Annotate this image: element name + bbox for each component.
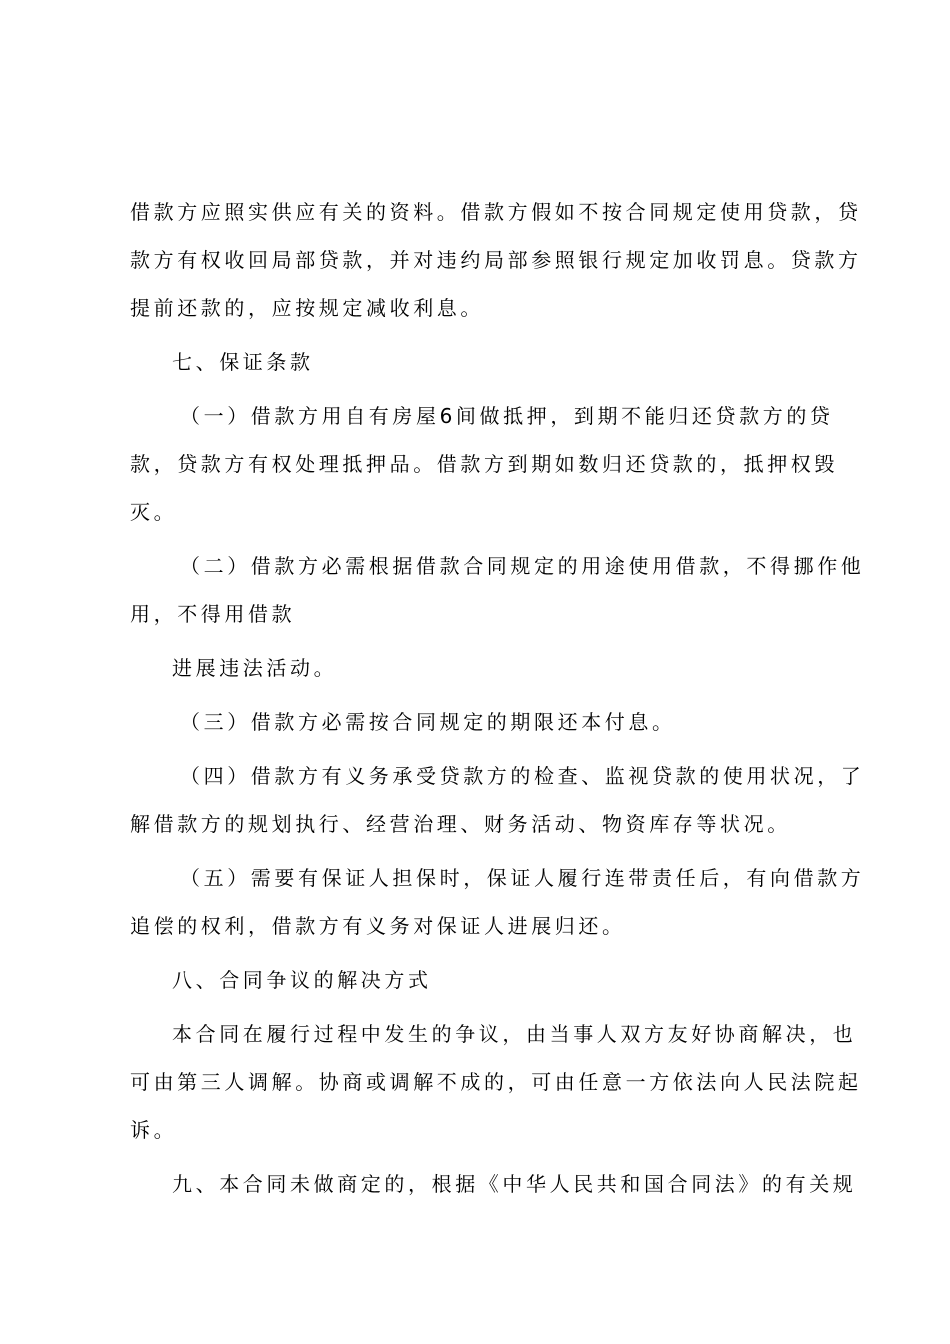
paragraph-line: 本合同在履行过程中发生的争议，由当事人双方友好协商解决，也 bbox=[172, 1022, 857, 1046]
paragraph-line: 用，不得用借款 bbox=[130, 602, 296, 626]
contract-body bbox=[130, 188, 865, 1208]
paragraph-line: 灭。 bbox=[130, 500, 178, 524]
section-heading: 九、本合同未做商定的，根据《中华人民共和国合同法》的有关规 bbox=[172, 1172, 857, 1196]
paragraph-line: 提前还款的，应按规定减收利息。 bbox=[130, 296, 484, 320]
paragraph-line: 可由第三人调解。协商或调解不成的，可由任意一方依法向人民法院起 bbox=[130, 1070, 862, 1094]
paragraph-line: 款方有权收回局部贷款，并对违约局部参照银行规定加收罚息。贷款方 bbox=[130, 248, 862, 272]
paragraph-line: （三）借款方必需按合同规定的期限还本付息。 bbox=[180, 710, 676, 734]
section-heading: 八、合同争议的解决方式 bbox=[172, 968, 432, 992]
paragraph-line: 进展违法活动。 bbox=[172, 656, 338, 680]
paragraph-line: （二）借款方必需根据借款合同规定的用途使用借款，不得挪作他 bbox=[180, 554, 865, 578]
paragraph-line: 款，贷款方有权处理抵押品。借款方到期如数归还贷款的，抵押权毁 bbox=[130, 452, 838, 476]
paragraph-line: 诉。 bbox=[130, 1118, 178, 1142]
section-heading: 七、保证条款 bbox=[172, 350, 314, 374]
paragraph-line: 解借款方的规划执行、经营治理、财务活动、物资库存等状况。 bbox=[130, 812, 791, 836]
paragraph-line: 借款方应照实供应有关的资料。借款方假如不按合同规定使用贷款，贷 bbox=[130, 200, 862, 224]
paragraph-line: 追偿的权利，借款方有义务对保证人进展归还。 bbox=[130, 914, 626, 938]
paragraph-line: （五）需要有保证人担保时，保证人履行连带责任后，有向借款方 bbox=[180, 866, 865, 890]
paragraph-line: （四）借款方有义务承受贷款方的检查、监视贷款的使用状况，了 bbox=[180, 764, 865, 788]
paragraph-line: （一）借款方用自有房屋6间做抵押，到期不能归还贷款方的贷 bbox=[180, 404, 834, 428]
